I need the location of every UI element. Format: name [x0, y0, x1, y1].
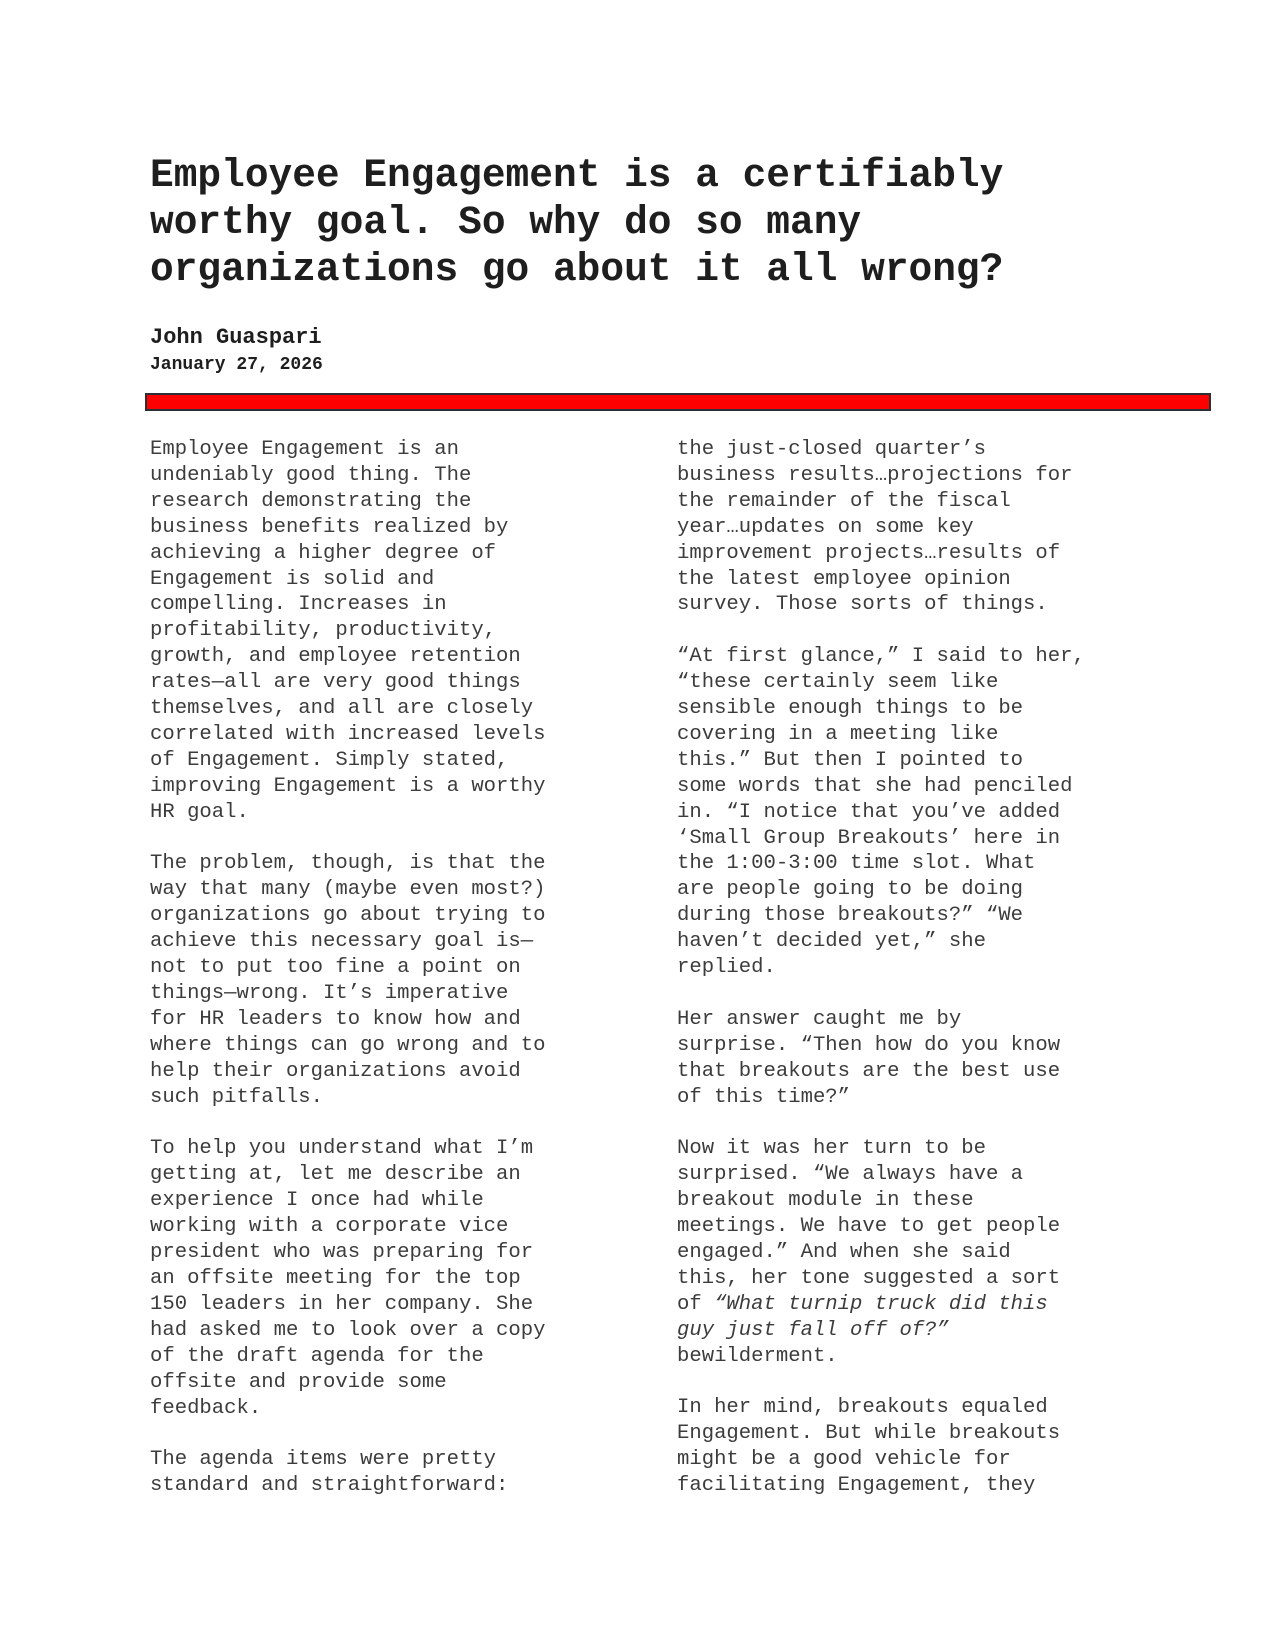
text-line: working with a corporate vice — [150, 1215, 509, 1239]
text-line: organizations go about trying to — [150, 904, 546, 928]
text-line: way that many (maybe even most?) — [150, 878, 546, 902]
text-line: of Engagement. Simply stated, — [150, 748, 509, 772]
text-line: Engagement is solid and — [150, 567, 435, 591]
text-line: standard and straightforward: — [150, 1474, 509, 1498]
text-line: The agenda items were pretty — [150, 1448, 497, 1472]
text-line: In her mind, breakouts equaled — [677, 1396, 1048, 1420]
text-line: Engagement. But while breakouts — [677, 1422, 1061, 1446]
text-line: “At first glance,” I said to her, — [677, 645, 1085, 669]
text-line: offsite and provide some — [150, 1370, 447, 1394]
text-line: Her answer caught me by — [677, 1007, 962, 1031]
text-line: survey. Those sorts of things. — [677, 593, 1048, 617]
text-line: of this time?” — [677, 1085, 851, 1109]
author-name: John Guaspari — [150, 325, 322, 350]
left-column — [150, 437, 620, 1499]
text-line: facilitating Engagement, they — [677, 1474, 1036, 1498]
right-column — [677, 437, 1147, 1499]
text-line: themselves, and all are closely — [150, 697, 534, 721]
text-line: things—wrong. It’s imperative — [150, 982, 509, 1006]
text-line: surprise. “Then how do you know — [677, 1033, 1061, 1057]
text-line — [677, 1292, 1147, 1318]
text-line: not to put too fine a point on — [150, 956, 521, 980]
paragraph — [150, 1447, 620, 1499]
text-line: year…updates on some key — [677, 515, 974, 539]
text-line: of the draft agenda for the — [150, 1344, 484, 1368]
text-line: haven’t decided yet,” she — [677, 930, 986, 954]
text-line: achieving a higher degree of — [150, 541, 497, 565]
text-line: during those breakouts?” “We — [677, 904, 1024, 928]
text-line: help their organizations avoid — [150, 1059, 521, 1083]
text-line: where things can go wrong and to — [150, 1033, 546, 1057]
text-line: covering in a meeting like — [677, 722, 999, 746]
text-line: surprised. “We always have a — [677, 1163, 1024, 1187]
text-line — [677, 1318, 1147, 1344]
text-line: research demonstrating the — [150, 489, 472, 513]
text-line: ‘Small Group Breakouts’ here in — [677, 826, 1061, 850]
text-line: replied. — [677, 956, 776, 980]
text-line: in. “I notice that you’ve added — [677, 800, 1061, 824]
title-line: organizations go about it all wrong? — [150, 247, 1004, 292]
article-title — [150, 152, 1150, 293]
text-line: the just-closed quarter’s — [677, 438, 986, 461]
text-line: might be a good vehicle for — [677, 1448, 1011, 1472]
text-line: the latest employee opinion — [677, 567, 1011, 591]
text-line: compelling. Increases in — [150, 593, 447, 617]
text-line: To help you understand what I’m — [150, 1137, 534, 1161]
text-line: president who was preparing for — [150, 1241, 534, 1265]
text-line: meetings. We have to get people — [677, 1215, 1061, 1239]
text-run: of — [677, 1292, 715, 1316]
publish-date: January 27, 2026 — [150, 355, 323, 375]
text-line: for HR leaders to know how and — [150, 1007, 521, 1031]
text-line: such pitfalls. — [150, 1085, 324, 1109]
text-line: bewilderment. — [677, 1344, 838, 1368]
text-line: getting at, let me describe an — [150, 1163, 521, 1187]
text-line: feedback. — [150, 1396, 262, 1420]
title-line: Employee Engagement is a certifiably — [150, 153, 1004, 198]
text-line: the 1:00-3:00 time slot. What — [677, 852, 1036, 876]
text-line: profitability, productivity, — [150, 619, 497, 643]
text-line: improvement projects…results of — [677, 541, 1061, 565]
italic-quote: guy just fall off of?” — [677, 1318, 949, 1342]
paragraph — [150, 437, 620, 826]
text-line: sensible enough things to be — [677, 697, 1024, 721]
italic-quote: “What turnip truck did this — [714, 1292, 1048, 1316]
text-line: experience I once had while — [150, 1189, 484, 1213]
text-line: that breakouts are the best use — [677, 1059, 1061, 1083]
text-line: HR goal. — [150, 800, 249, 824]
paragraph — [150, 851, 620, 1110]
red-divider-bar — [145, 393, 1211, 411]
text-line: undeniably good thing. The — [150, 463, 472, 487]
text-line: the remainder of the fiscal — [677, 489, 1011, 513]
paragraph — [677, 644, 1147, 981]
text-line: are people going to be doing — [677, 878, 1024, 902]
text-line: rates—all are very good things — [150, 671, 521, 695]
text-line: Employee Engagement is an — [150, 438, 459, 461]
text-line: this.” But then I pointed to — [677, 748, 1024, 772]
paragraph — [677, 1395, 1147, 1499]
paragraph — [677, 437, 1147, 618]
text-line: correlated with increased levels — [150, 722, 546, 746]
text-line: this, her tone suggested a sort — [677, 1266, 1061, 1290]
text-line: engaged.” And when she said — [677, 1241, 1011, 1265]
text-line: business benefits realized by — [150, 515, 509, 539]
text-line: an offsite meeting for the top — [150, 1266, 521, 1290]
text-line: Now it was her turn to be — [677, 1137, 986, 1161]
text-line: had asked me to look over a copy — [150, 1318, 546, 1342]
text-line: 150 leaders in her company. She — [150, 1292, 534, 1316]
paragraph — [150, 1136, 620, 1421]
text-line: growth, and employee retention — [150, 645, 521, 669]
paragraph — [677, 1136, 1147, 1369]
text-line: improving Engagement is a worthy — [150, 774, 546, 798]
text-line: “these certainly seem like — [677, 671, 999, 695]
title-line: worthy goal. So why do so many — [150, 200, 862, 245]
text-line: achieve this necessary goal is— — [150, 930, 534, 954]
text-line: some words that she had penciled — [677, 774, 1073, 798]
text-line: breakout module in these — [677, 1189, 974, 1213]
paragraph — [677, 1007, 1147, 1111]
text-line: The problem, though, is that the — [150, 852, 546, 876]
text-line: business results…projections for — [677, 463, 1073, 487]
